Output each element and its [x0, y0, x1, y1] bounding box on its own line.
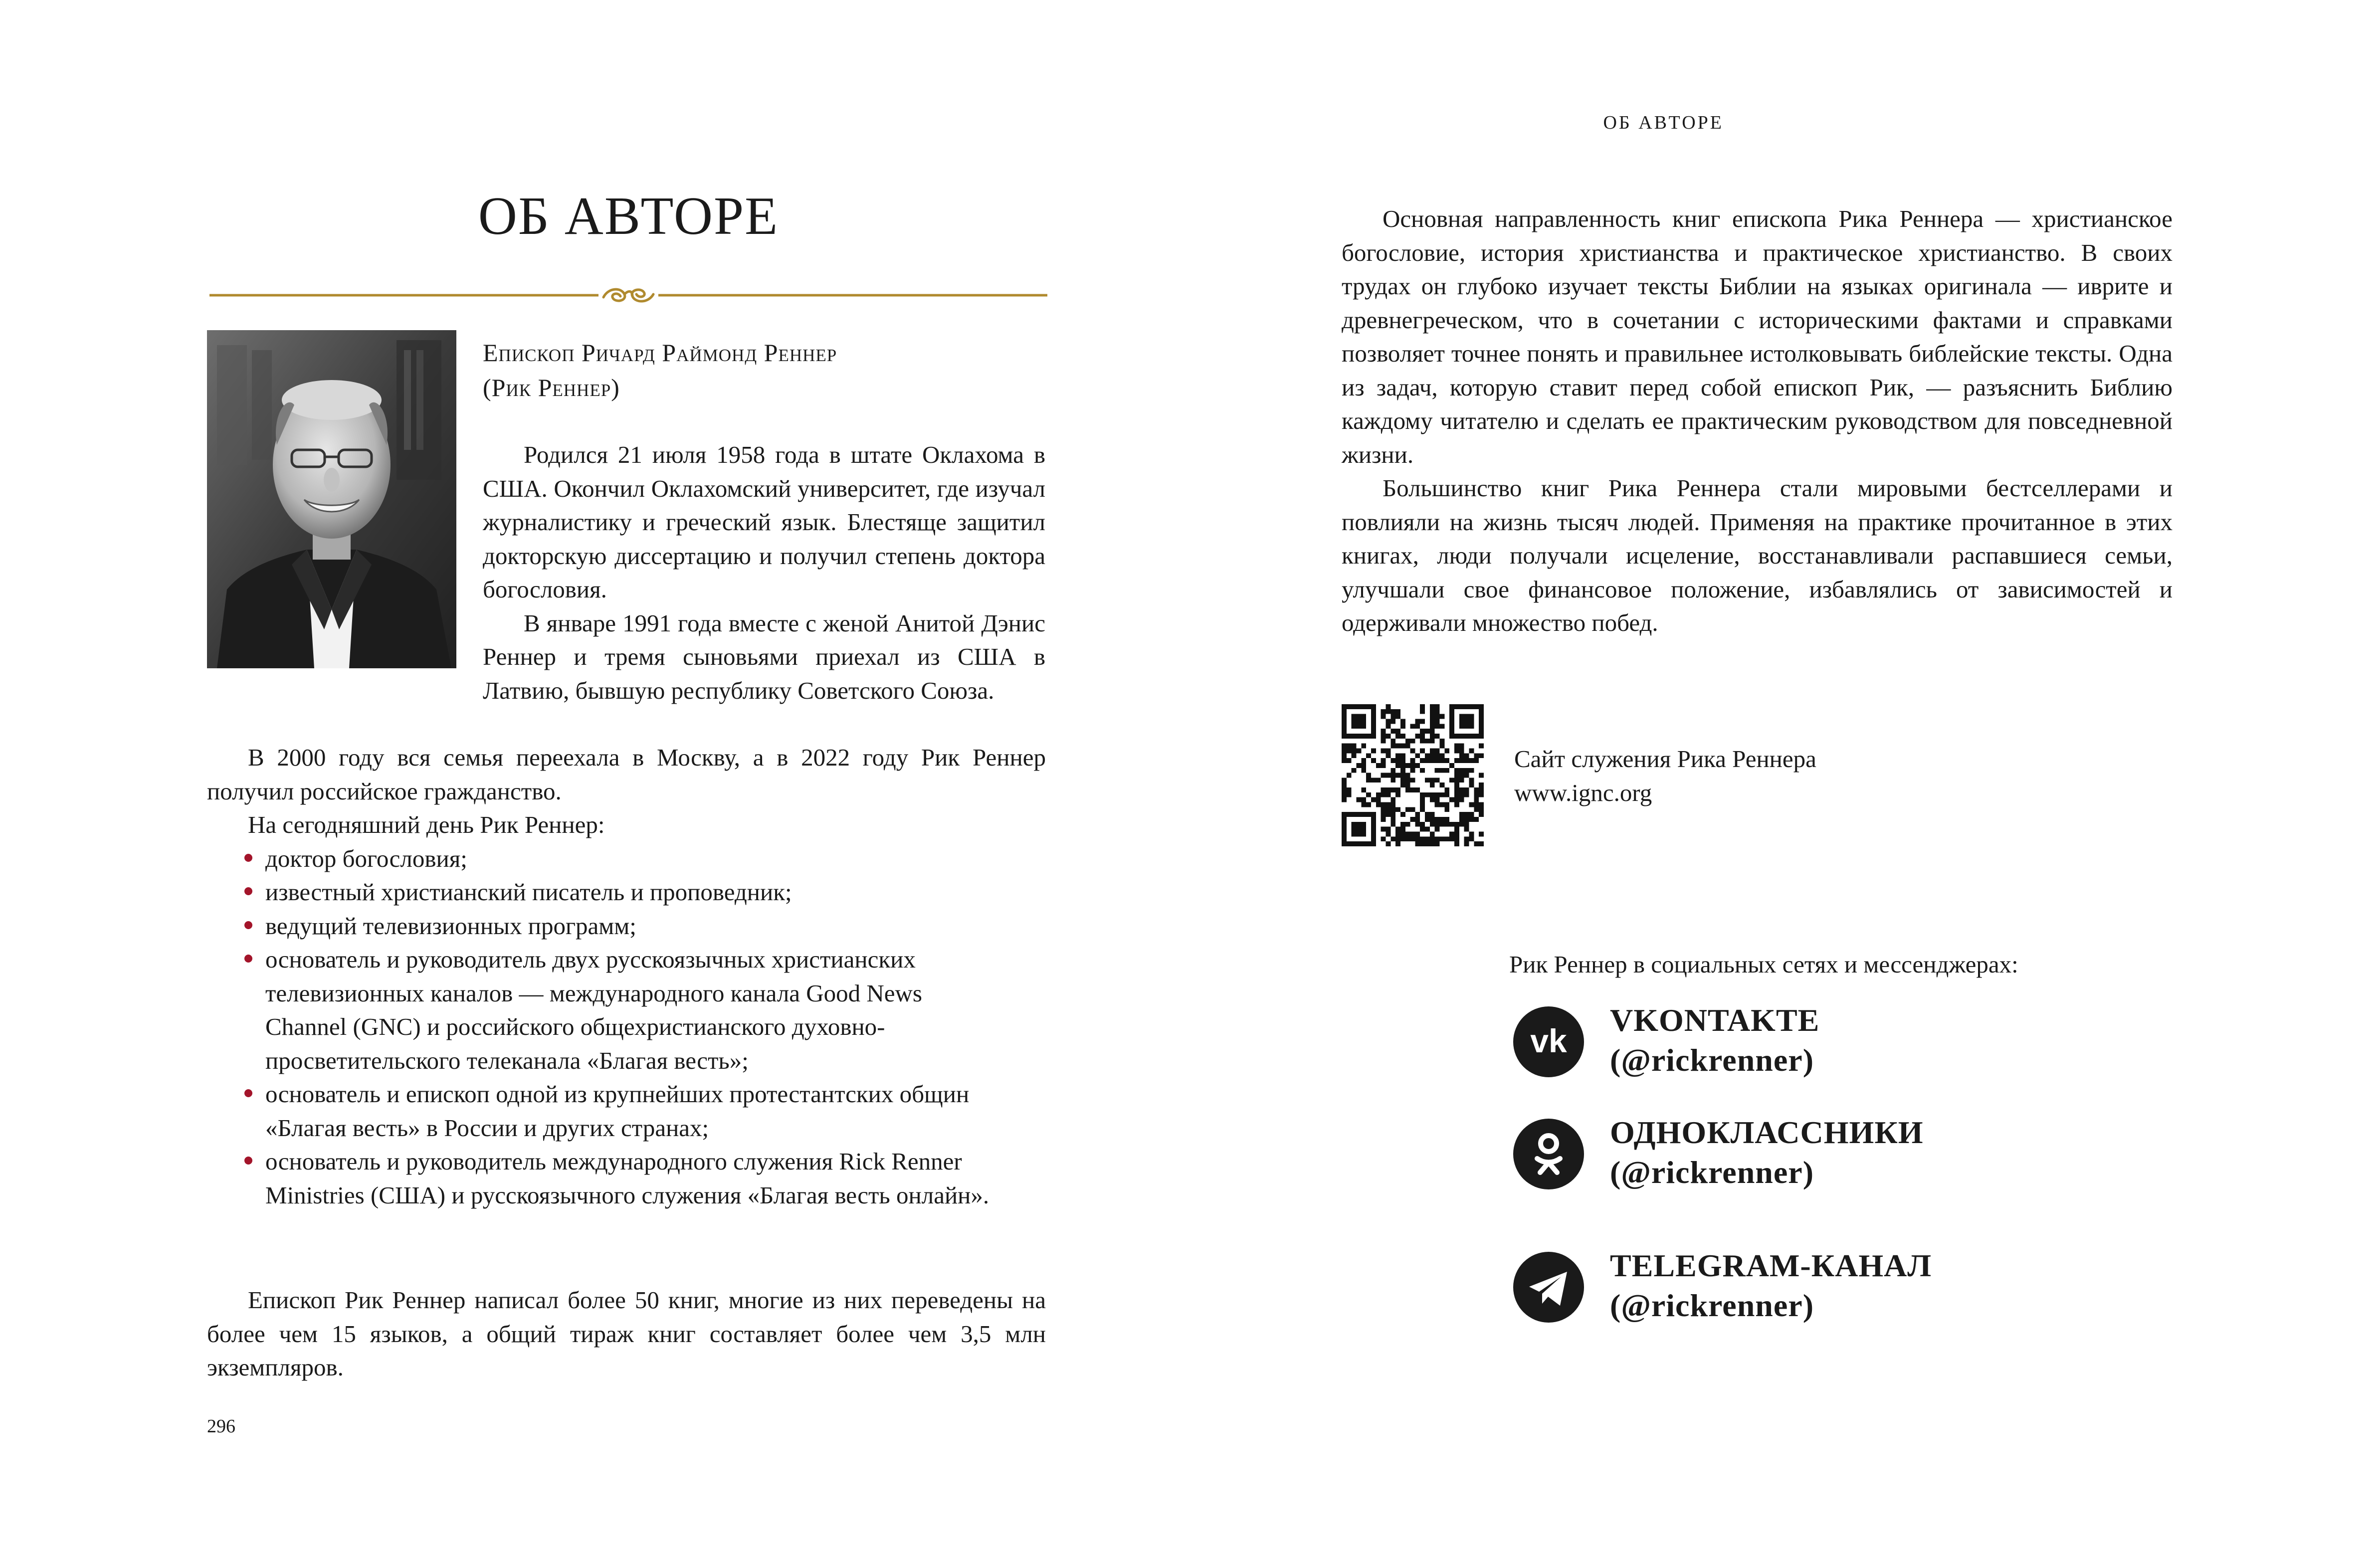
bio-paragraph-moscow: В 2000 году вся семья переехала в Москву, а в 2022 году Рик Реннер получил российское гражданство.	[207, 744, 1046, 805]
social-vk-handle: (@rickrenner)	[1610, 1042, 1814, 1078]
ornamental-divider	[209, 279, 1047, 309]
bio-full-width	[207, 741, 1046, 1212]
bestsellers-paragraph: Большинство книг Рика Реннера стали мировыми бестселлерами и повлияли на жизнь тысяч людей. Применяя на практике прочитанное в этих книгах, люди получали исцеление, восстанавливали распавшиеся семьи, улучшали свое финансовое положение, избавлялись от зависимостей и одерживали множество побед.	[1342, 474, 2173, 636]
roles-list	[207, 842, 1046, 1212]
odnoklassniki-icon[interactable]	[1513, 1119, 1584, 1189]
bio-paragraph-latvia: В январе 1991 года вместе с женой Анитой Дэнис Реннер и тремя сыновьями приехал из США в Латвию, бывшую республику Советского Союза.	[483, 609, 1045, 704]
author-name	[483, 335, 1046, 405]
social-vk-label[interactable]	[1610, 1000, 1819, 1080]
social-telegram-label[interactable]	[1610, 1246, 1932, 1326]
books-paragraph-block	[207, 1283, 1046, 1384]
author-short-name: (Рик Реннер)	[483, 374, 620, 401]
telegram-icon[interactable]	[1513, 1252, 1584, 1323]
bio-beside-photo	[483, 438, 1045, 707]
social-ok-name: ОДНОКЛАССНИКИ	[1610, 1115, 1924, 1150]
list-item: основатель и руководитель двух русскоязычных христианских телевизионных каналов — международного канала Good News Channel (GNC) и российского общехристианского духовно-просветительского телеканала «Благая весть»;	[207, 943, 1046, 1077]
list-item: основатель и епископ одной из крупнейших протестантских общин «Благая весть» в России и других странах;	[207, 1077, 1046, 1145]
site-block	[1514, 742, 1816, 809]
bio-paragraph-birth: Родился 21 июля 1958 года в штате Оклахома в США. Окончил Оклахомский университет, где изучал журналистику и греческий язык. Блестяще защитил докторскую диссертацию и получил степень доктора богословия.	[483, 441, 1045, 603]
vk-icon[interactable]	[1513, 1006, 1584, 1077]
social-intro: Рик Реннер в социальных сетях и мессенджерах:	[1509, 951, 2018, 978]
right-page	[1190, 0, 2380, 1561]
social-vk-name: VKONTAKTE	[1610, 1002, 1820, 1038]
books-paragraph: Епископ Рик Реннер написал более 50 книг, многие из них переведены на более чем 15 языков, а общий тираж книг составляет более чем 3,5 млн экземпляров.	[207, 1286, 1046, 1381]
social-ok-label[interactable]	[1610, 1113, 1924, 1192]
list-item: известный христианский писатель и проповедник;	[207, 875, 1046, 909]
svg-text:vk: vk	[1530, 1022, 1567, 1059]
list-item: основатель и руководитель международного служения Rick Renner Ministries (США) и русскоязычного служения «Благая весть онлайн».	[207, 1145, 1046, 1212]
social-telegram-name: TELEGRAM-КАНАЛ	[1610, 1248, 1932, 1283]
site-label: Сайт служения Рика Реннера	[1514, 745, 1816, 773]
focus-paragraph: Основная направленность книг епископа Рика Реннера — христианское богословие, история христианства и практическое христианство. В своих трудах он глубоко изучает тексты Библии на языках оригинала — иврите и древнегреческом, что в сочетании с историческими фактами и справками позволяет точнее понять и правильнее истолковывать библейские тексты. Одна из задач, которую ставит перед собой епископ Рик, — разъяснить Библию каждому читателю и сделать ее практическим руководством для повседневной жизни.	[1342, 205, 2173, 468]
page-number: 296	[207, 1416, 235, 1437]
running-head: ОБ АВТОРЕ	[1603, 112, 1724, 133]
social-telegram-handle: (@rickrenner)	[1610, 1288, 1814, 1323]
qr-code-icon[interactable]	[1342, 704, 1484, 846]
list-item: ведущий телевизионных программ;	[207, 909, 1046, 943]
social-ok-handle: (@rickrenner)	[1610, 1155, 1814, 1190]
right-text-block	[1342, 202, 2173, 640]
chapter-title: ОБ АВТОРЕ	[478, 187, 779, 246]
author-full-name: Епископ Ричард Раймонд Реннер	[483, 339, 837, 367]
author-portrait	[207, 330, 456, 668]
list-item: доктор богословия;	[207, 842, 1046, 876]
roles-intro: На сегодняшний день Рик Реннер:	[248, 811, 605, 838]
site-url-link[interactable]: www.ignc.org	[1514, 779, 1652, 806]
